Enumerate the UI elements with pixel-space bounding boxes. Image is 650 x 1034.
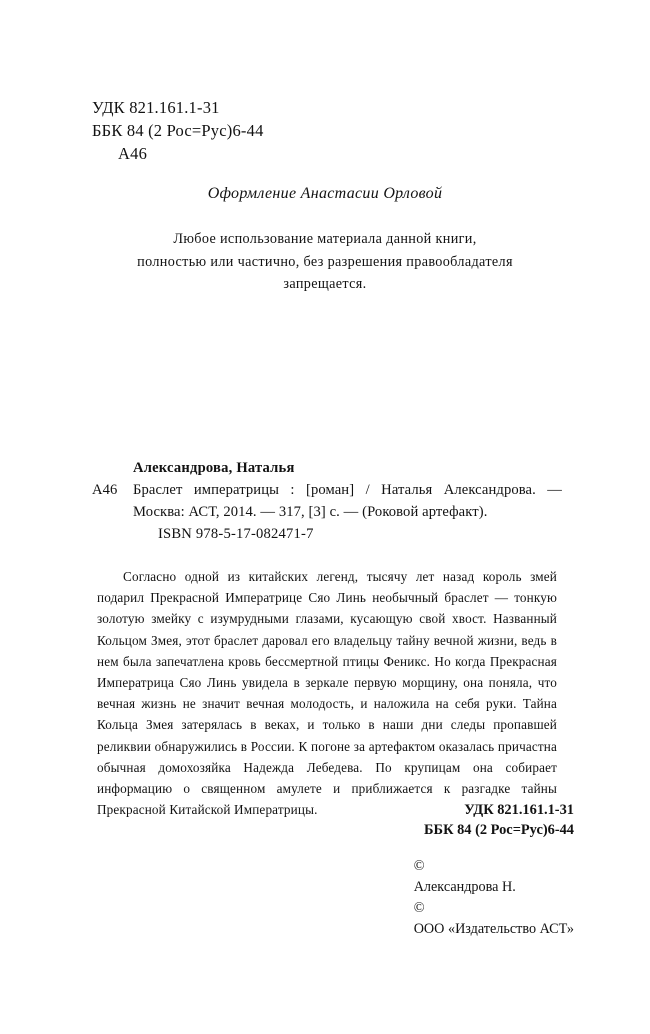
copyright-icon: ©: [413, 900, 425, 916]
usage-restriction-notice: [95, 228, 555, 296]
usage-notice-line-3: запрещается.: [283, 276, 367, 292]
usage-notice-line-1: Любое использование материала данной книги,: [173, 231, 477, 247]
copyright-line-publisher: [414, 898, 574, 940]
udk-code-top: УДК 821.161.1-31: [92, 98, 220, 117]
author-index-top: А46: [118, 144, 148, 163]
cip-entry-text: Браслет императрицы : [роман] / Наталья Александрова. — Москва: АСТ, 2014. — 317, [3] с. — (Роковой артефакт).: [133, 482, 562, 520]
cip-entry: [92, 479, 562, 523]
copyright-holder-author: Александрова Н.: [413, 879, 516, 895]
cip-author-heading: Александрова, Наталья: [133, 460, 295, 476]
udk-code-bottom: УДК 821.161.1-31: [464, 802, 574, 818]
classification-codes-bottom: [424, 800, 574, 840]
cip-bibliographic-record: [92, 457, 562, 545]
copyright-icon: ©: [413, 858, 425, 874]
copyright-holder-publisher: ООО «Издательство АСТ»: [413, 921, 574, 937]
usage-notice-line-2: полностью или частично, без разрешения правообладателя: [137, 253, 513, 270]
copyright-block: [414, 856, 574, 940]
book-annotation: Согласно одной из китайских легенд, тысячу лет назад король змей подарил Прекрасной Императрице Сяо Линь необычный браслет — тонкую золотую змейку с изумрудными глазами, кусающую свой хвост. Названный Кольцом Змея, этот браслет даровал его владельцу тайну вечной жизни, ведь в нем была запечатлена кровь бессмертной птицы Феникс. Но когда Прекрасная Императрица Сяо Линь увидела в зеркале первую морщину, она поняла, что вечная жизнь не значит вечная молодость, и наложила на себя руки. Тайна Кольца Змея затерялась в веках, и только в наши дни следы пропавшей реликвии обнаружились в России. К погоне за артефактом оказалась причастна обычная домохозяйка Надежда Лебедева. По крупицам она собирает информацию о священном амулете и приближается к разгадке тайны Прекрасной Китайской Императрицы.: [97, 569, 557, 818]
bbk-code-bottom: ББК 84 (2 Рос=Рус)6-44: [424, 822, 574, 838]
designer-credit: Оформление Анастасии Орловой: [207, 185, 443, 202]
copyright-line-author: [414, 856, 574, 898]
cip-index-marker: А46: [92, 482, 118, 498]
bbk-code-top: ББК 84 (2 Рос=Рус)6-44: [92, 121, 264, 140]
classification-codes-top: [92, 96, 264, 165]
isbn: ISBN 978-5-17-082471-7: [158, 526, 314, 542]
